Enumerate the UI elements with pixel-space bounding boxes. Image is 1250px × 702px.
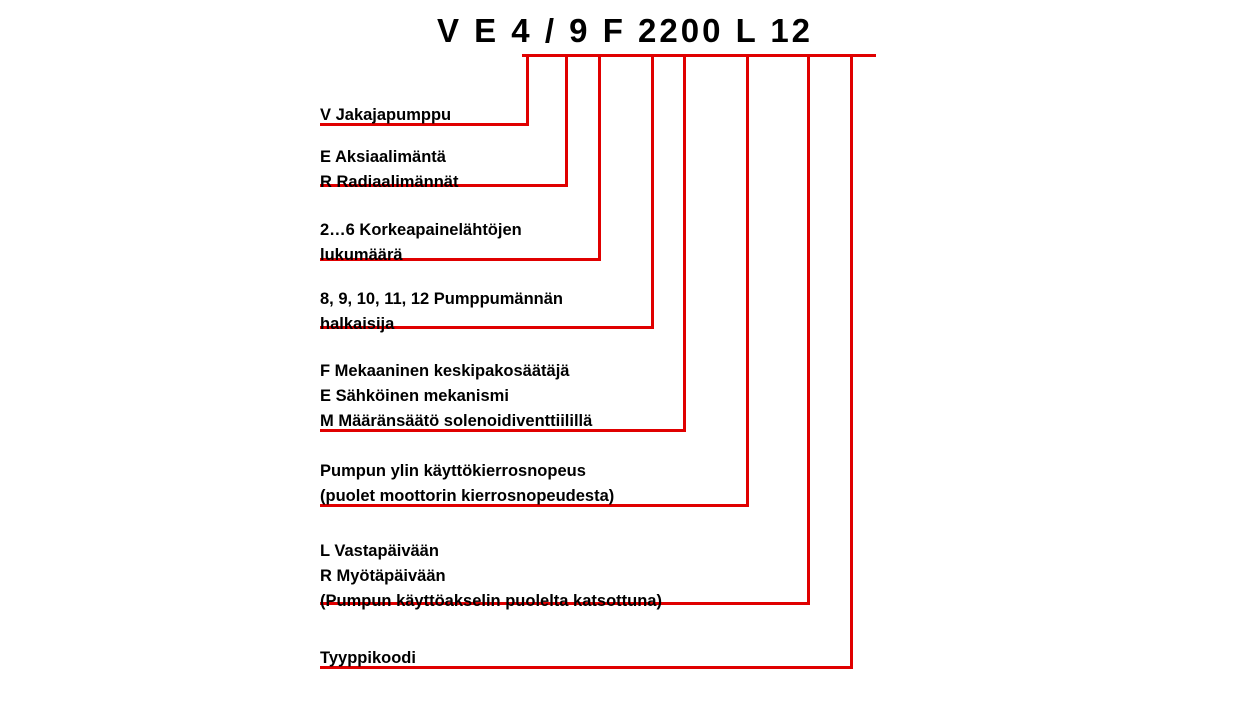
connector-line-max-speed xyxy=(746,54,749,507)
label-block-piston-arrangement xyxy=(320,145,458,195)
label-line: M Määränsäätö solenoidiventtiilillä xyxy=(320,412,593,430)
label-line: (puolet moottorin kierrosnopeudesta) xyxy=(320,487,615,505)
label-line: Tyyppikoodi xyxy=(320,649,416,667)
label-line: L Vastapäivään xyxy=(320,542,439,560)
label-block-piston-diameter xyxy=(320,287,563,337)
label-block-rotation-direction xyxy=(320,539,662,614)
type-code-heading: V E 4 / 9 F 2200 L 12 xyxy=(436,12,814,49)
label-line: E Aksiaalimäntä xyxy=(320,148,446,166)
connector-line-governor-type xyxy=(683,54,686,432)
label-block-type-code xyxy=(320,646,416,671)
connector-line-type-code xyxy=(850,54,853,669)
header-bus-line xyxy=(522,54,876,57)
label-line: E Sähköinen mekanismi xyxy=(320,387,509,405)
label-block-high-pressure-outlets xyxy=(320,218,522,268)
label-line: 8, 9, 10, 11, 12 Pumppumännän xyxy=(320,290,564,308)
label-line: (Pumpun käyttöakselin puolelta katsottuna) xyxy=(320,592,662,610)
label-block-max-speed xyxy=(320,459,614,509)
label-line: lukumäärä xyxy=(320,246,403,264)
connector-line-piston-diameter xyxy=(651,54,654,329)
connector-line-pump-type xyxy=(526,54,529,126)
label-block-governor-type xyxy=(320,359,592,434)
connector-line-rotation-direction xyxy=(807,54,810,605)
label-line: halkaisija xyxy=(320,315,395,333)
connector-line-high-pressure-outlets xyxy=(598,54,601,261)
label-line: 2…6 Korkeapainelähtöjen xyxy=(320,221,522,239)
label-block-pump-type xyxy=(320,103,451,128)
label-line: F Mekaaninen keskipakosäätäjä xyxy=(320,362,570,380)
label-line: Pumpun ylin käyttökierrosnopeus xyxy=(320,462,586,480)
label-line: R Myötäpäivään xyxy=(320,567,446,585)
label-line: V Jakajapumppu xyxy=(320,106,452,124)
connector-line-piston-arrangement xyxy=(565,54,568,187)
label-line: R Radiaalimännät xyxy=(320,173,459,191)
